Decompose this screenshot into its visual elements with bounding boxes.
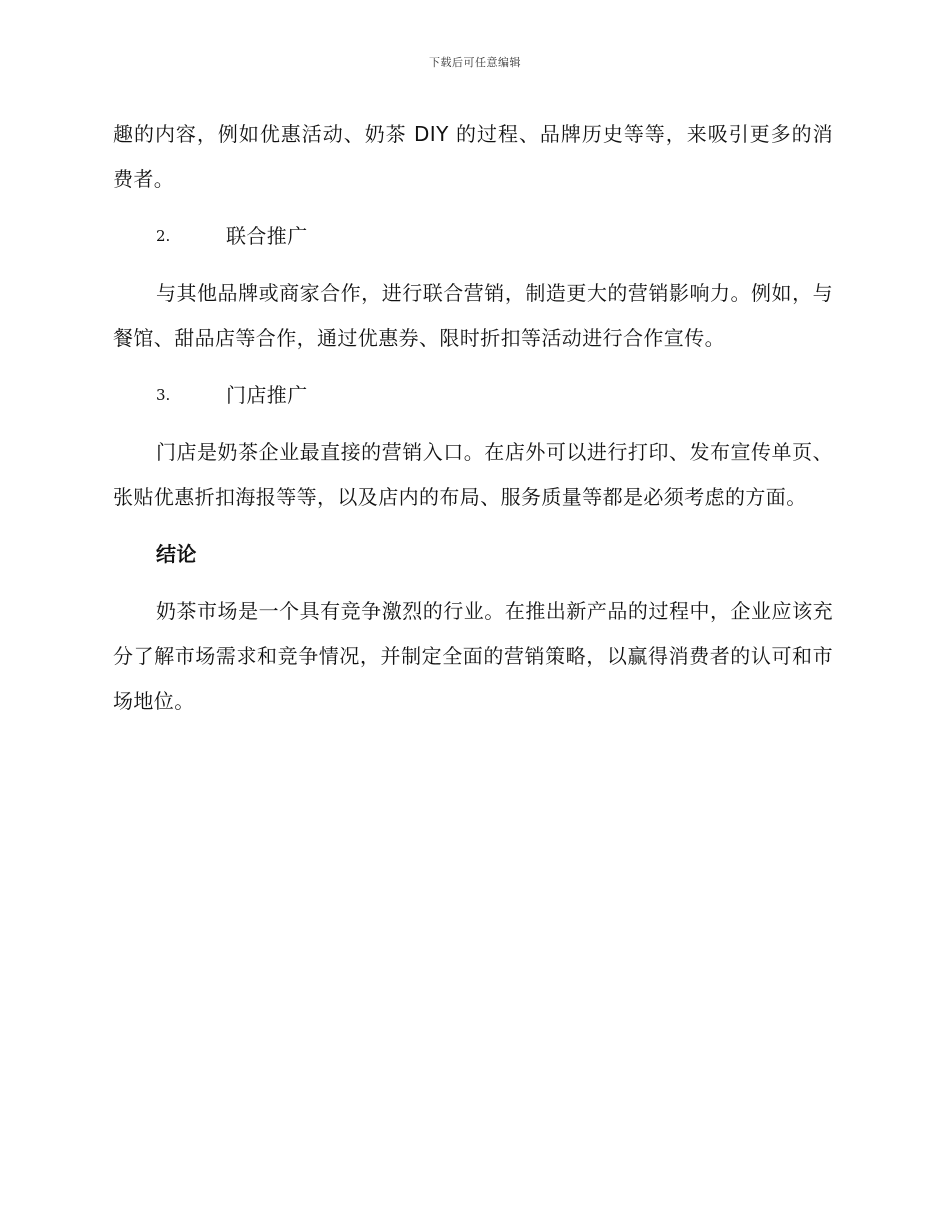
list-label: 门店推广 bbox=[226, 383, 308, 407]
list-label: 联合推广 bbox=[226, 224, 308, 248]
list-number: 2. bbox=[156, 227, 171, 245]
paragraph-conclusion: 奶茶市场是一个具有竞争激烈的行业。在推出新产品的过程中，企业应该充分了解市场需求和竞争情况，并制定全面的营销策略，以赢得消费者的认可和市场地位。 bbox=[113, 599, 833, 713]
paragraph-store-promotion: 门店是奶茶企业最直接的营销入口。在店外可以进行打印、发布宣传单页、张贴优惠折扣海报等等，以及店内的布局、服务质量等都是必须考虑的方面。 bbox=[113, 440, 833, 509]
document-body bbox=[113, 112, 833, 724]
section-heading-conclusion: 结论 bbox=[156, 542, 197, 566]
list-item-joint-promotion bbox=[113, 214, 833, 259]
paragraph-continued: 趣的内容，例如优惠活动、奶茶 DIY 的过程、品牌历史等等，来吸引更多的消费者。 bbox=[113, 122, 833, 191]
list-number: 3. bbox=[156, 386, 171, 404]
page-header: 下载后可任意编辑 bbox=[429, 56, 521, 69]
paragraph-joint-promotion: 与其他品牌或商家合作，进行联合营销，制造更大的营销影响力。例如，与餐馆、甜品店等合作，通过优惠券、限时折扣等活动进行合作宣传。 bbox=[113, 281, 833, 350]
list-item-store-promotion bbox=[113, 373, 833, 418]
